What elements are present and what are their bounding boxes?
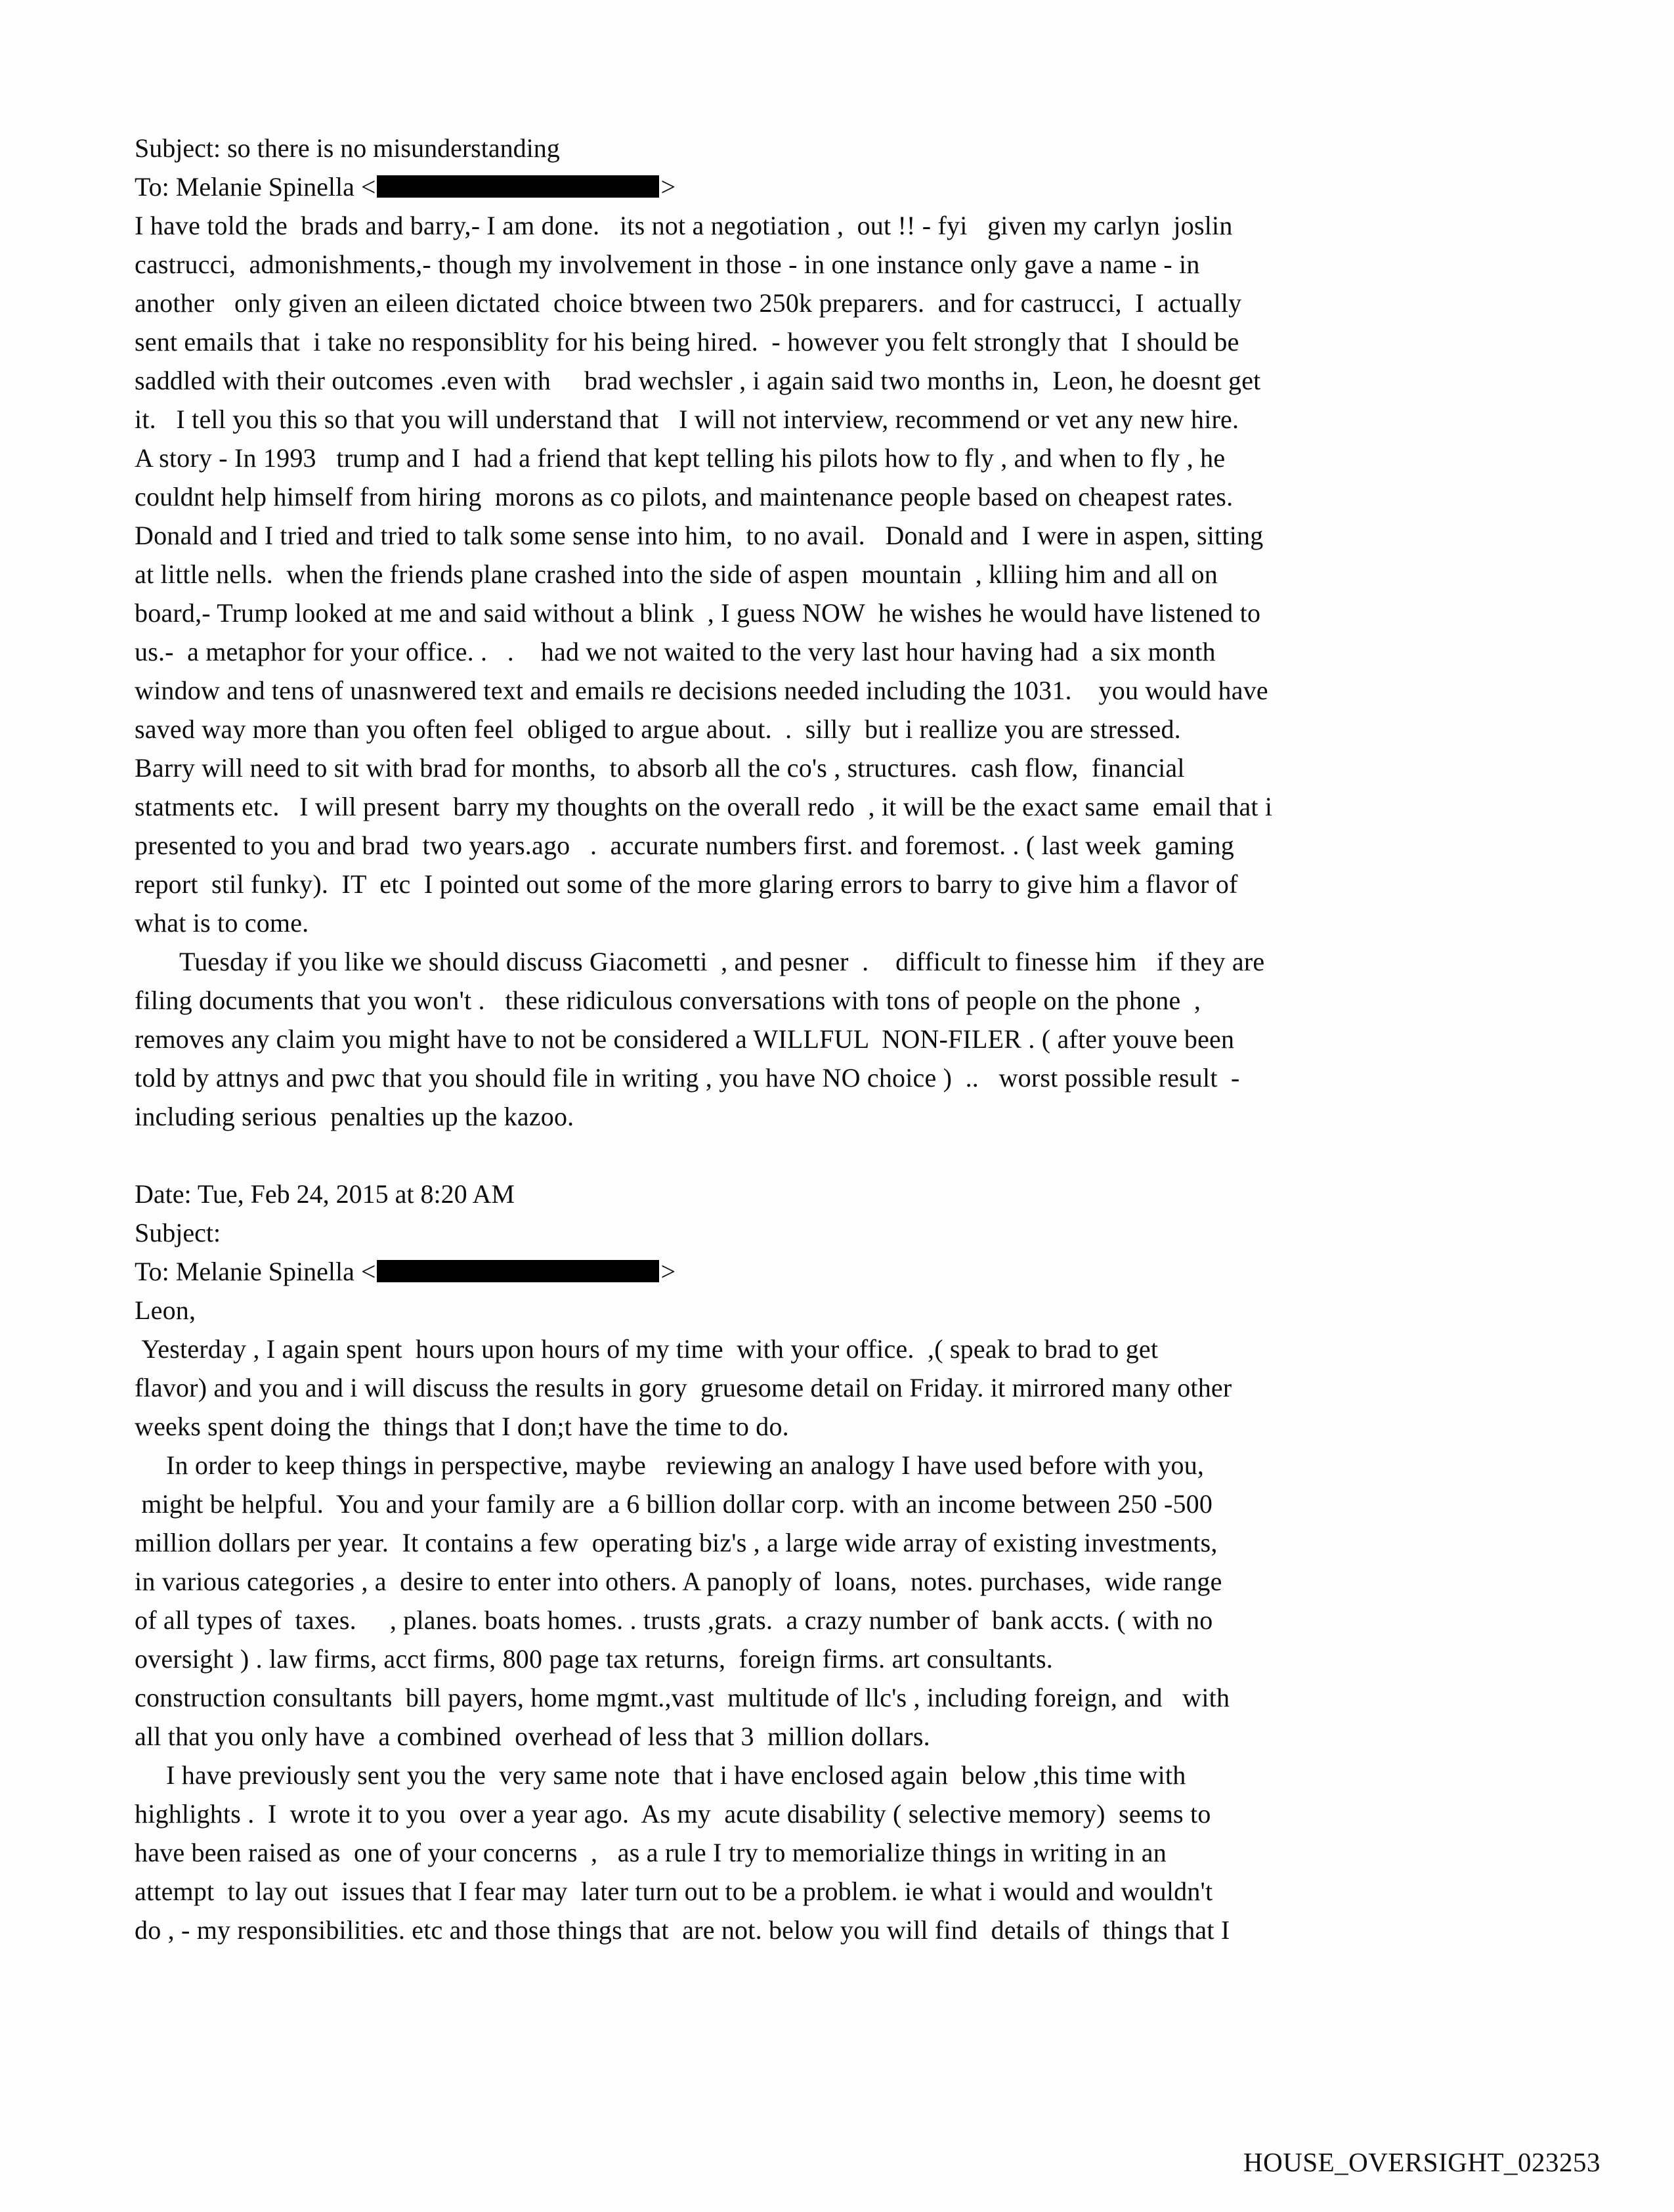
email-1-line: castrucci, admonishments,- though my involvement in those - in one instance only gave a name - in bbox=[135, 249, 1200, 279]
email-1-line: saddled with their outcomes .even with brad wechsler , i again said two months in, Leon, he doesnt get bbox=[135, 366, 1261, 395]
email-1-line: window and tens of unasnwered text and emails re decisions needed including the 1031. you would have bbox=[135, 676, 1268, 705]
email-2-line: Yesterday , I again spent hours upon hours of my time with your office. ,( speak to brad to get bbox=[135, 1334, 1159, 1364]
email-1-line: including serious penalties up the kazoo. bbox=[135, 1102, 574, 1131]
email-2-line: construction consultants bill payers, home mgmt.,vast multitude of llc's , including foreign, and with bbox=[135, 1683, 1230, 1712]
redaction-bar-1 bbox=[377, 175, 659, 198]
email-2-line: oversight ) . law firms, acct firms, 800 page tax returns, foreign firms. art consultants. bbox=[135, 1644, 1053, 1674]
email-2-line: weeks spent doing the things that I don;t have the time to do. bbox=[135, 1412, 789, 1441]
email-2-line: do , - my responsibilities. etc and those things that are not. below you will find details of things that I bbox=[135, 1915, 1230, 1945]
email-2-date: Date: Tue, Feb 24, 2015 at 8:20 AM bbox=[135, 1179, 515, 1209]
email-1-line: removes any claim you might have to not be considered a WILLFUL NON-FILER . ( after youve been bbox=[135, 1024, 1235, 1054]
email-2-line: attempt to lay out issues that I fear may later turn out to be a problem. ie what i would and wouldn't bbox=[135, 1876, 1213, 1906]
email-2-line: of all types of taxes. , planes. boats homes. . trusts ,grats. a crazy number of bank accts. ( with no bbox=[135, 1605, 1213, 1635]
email-1-line: another only given an eileen dictated choice btween two 250k preparers. and for castrucci, I actually bbox=[135, 288, 1242, 318]
email-1-subject: Subject: so there is no misunderstanding bbox=[135, 133, 560, 163]
email-1-line: Tuesday if you like we should discuss Giacometti , and pesner . difficult to finesse him if they are bbox=[179, 947, 1265, 976]
email-1-to-row bbox=[135, 167, 1536, 206]
bates-stamp: HOUSE_OVERSIGHT_023253 bbox=[1243, 2147, 1600, 2177]
email-2-line: all that you only have a combined overhead of less that 3 million dollars. bbox=[135, 1722, 930, 1751]
email-2-line: in various categories , a desire to enter into others. A panoply of loans, notes. purchases, wide range bbox=[135, 1567, 1222, 1596]
email-2-line: In order to keep things in perspective, maybe reviewing an analogy I have used before with you, bbox=[166, 1450, 1205, 1480]
email-2-to-suffix: > bbox=[660, 1257, 676, 1286]
email-1-line: sent emails that i take no responsiblity for his being hired. - however you felt strongly that I should be bbox=[135, 327, 1239, 357]
email-2-line: flavor) and you and i will discuss the results in gory gruesome detail on Friday. it mirrored many other bbox=[135, 1373, 1232, 1402]
email-1-line: saved way more than you often feel obliged to argue about. . silly but i reallize you are stressed. bbox=[135, 714, 1181, 744]
email-2-line: highlights . I wrote it to you over a year ago. As my acute disability ( selective memory) seems to bbox=[135, 1799, 1211, 1829]
document-text-body bbox=[135, 129, 1536, 1949]
email-1-line: statments etc. I will present barry my thoughts on the overall redo , it will be the exact same email that i bbox=[135, 792, 1273, 821]
email-2-salutation: Leon, bbox=[135, 1295, 196, 1325]
email-1-line: Donald and I tried and tried to talk some sense into him, to no avail. Donald and I were in aspen, sitting bbox=[135, 521, 1264, 550]
email-1-block bbox=[135, 129, 1536, 1136]
email-1-line: A story - In 1993 trump and I had a friend that kept telling his pilots how to fly , and when to fly , he bbox=[135, 443, 1226, 473]
email-1-line: couldnt help himself from hiring morons as co pilots, and maintenance people based on cheapest rates. bbox=[135, 482, 1234, 511]
email-2-line: I have previously sent you the very same note that i have enclosed again below ,this time with bbox=[166, 1760, 1186, 1790]
email-2-to-prefix: To: Melanie Spinella < bbox=[135, 1257, 376, 1286]
email-1-line: Barry will need to sit with brad for months, to absorb all the co's , structures. cash flow, financial bbox=[135, 753, 1185, 783]
email-1-line: presented to you and brad two years.ago . accurate numbers first. and foremost. . ( last week gaming bbox=[135, 831, 1234, 860]
email-1-to-suffix: > bbox=[660, 172, 676, 202]
email-2-block bbox=[135, 1175, 1536, 1949]
email-1-line: filing documents that you won't . these ridiculous conversations with tons of people on the phone , bbox=[135, 986, 1201, 1015]
redaction-bar-2 bbox=[377, 1260, 659, 1282]
section-spacer bbox=[135, 1136, 1536, 1175]
email-1-line: at little nells. when the friends plane crashed into the side of aspen mountain , klliing him and all on bbox=[135, 559, 1218, 589]
email-1-line: board,- Trump looked at me and said without a blink , I guess NOW he wishes he would have listened to bbox=[135, 598, 1261, 628]
email-1-line: told by attnys and pwc that you should file in writing , you have NO choice ) .. worst possible result - bbox=[135, 1063, 1240, 1093]
email-2-line: have been raised as one of your concerns , as a rule I try to memorialize things in writing in an bbox=[135, 1838, 1167, 1867]
email-1-line: I have told the brads and barry,- I am done. its not a negotiation , out !! - fyi given my carlyn joslin bbox=[135, 211, 1233, 240]
email-1-line: it. I tell you this so that you will understand that I will not interview, recommend or vet any new hire. bbox=[135, 404, 1239, 434]
email-1-line: us.- a metaphor for your office. . . had we not waited to the very last hour having had a six month bbox=[135, 637, 1216, 666]
email-2-line: might be helpful. You and your family are a 6 billion dollar corp. with an income between 250 -500 bbox=[135, 1489, 1213, 1519]
email-2-to-row bbox=[135, 1252, 1536, 1291]
email-1-line: what is to come. bbox=[135, 908, 309, 938]
email-2-line: million dollars per year. It contains a few operating biz's , a large wide array of existing investments, bbox=[135, 1528, 1218, 1557]
email-1-to-prefix: To: Melanie Spinella < bbox=[135, 172, 376, 202]
email-2-subject: Subject: bbox=[135, 1218, 221, 1247]
email-1-line: report stil funky). IT etc I pointed out some of the more glaring errors to barry to give him a flavor of bbox=[135, 869, 1238, 899]
